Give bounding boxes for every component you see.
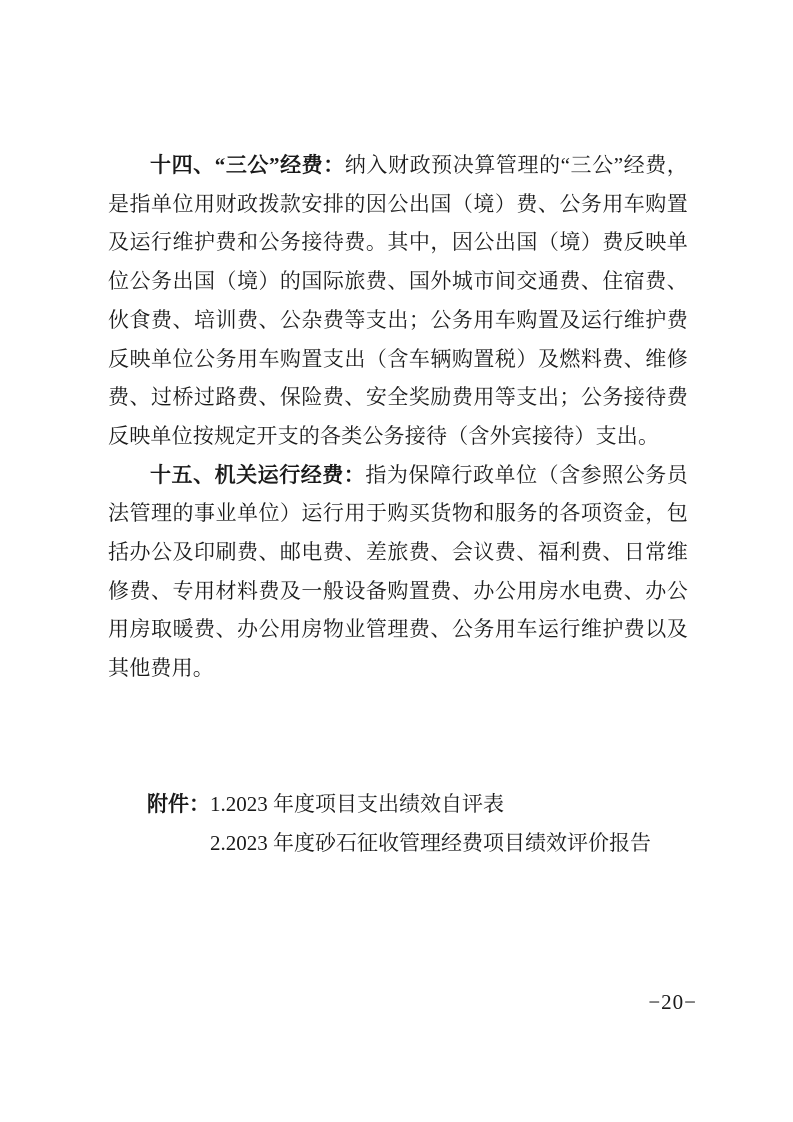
paragraph-14-heading: 十四、“三公”经费： xyxy=(150,153,345,177)
page-number: −20− xyxy=(648,990,697,1014)
attachments-label: 附件： xyxy=(147,791,210,816)
paragraph-15-body: 指为保障行政单位（含参照公务员法管理的事业单位）运行用于购买货物和服务的各项资金，包括办公及印刷费、邮电费、差旅费、会议费、福利费、日常维修费、专用材料费及一般设备购置费、办公用房水电费、办公用房取暖费、办公用房物业管理费、公务用车运行维护费以及其他费用。 xyxy=(108,462,689,681)
document-content xyxy=(108,146,688,863)
paragraph-14-body: 纳入财政预决算管理的“三公”经费，是指单位用财政拨款安排的因公出国（境）费、公务用车购置及运行维护费和公务接待费。其中，因公出国（境）费反映单位公务出国（境）的国际旅费、国外城市间交通费、住宿费、伙食费、培训费、公杂费等支出；公务用车购置及运行维护费反映单位公务用车购置支出（含车辆购置税）及燃料费、维修费、过桥过路费、保险费、安全奖励费用等支出；公务接待费反映单位按规定开支的各类公务接待（含外宾接待）支出。 xyxy=(108,153,688,448)
paragraph-14 xyxy=(108,146,688,456)
attachment-items xyxy=(210,785,688,863)
paragraph-15-heading: 十五、机关运行经费： xyxy=(150,462,366,487)
attachments-block xyxy=(147,785,688,863)
attachment-item-2: 2.2023 年度砂石征收管理经费项目绩效评价报告 xyxy=(210,830,651,855)
attachment-item-1: 1.2023 年度项目支出绩效自评表 xyxy=(210,791,504,816)
paragraph-15 xyxy=(108,456,688,688)
